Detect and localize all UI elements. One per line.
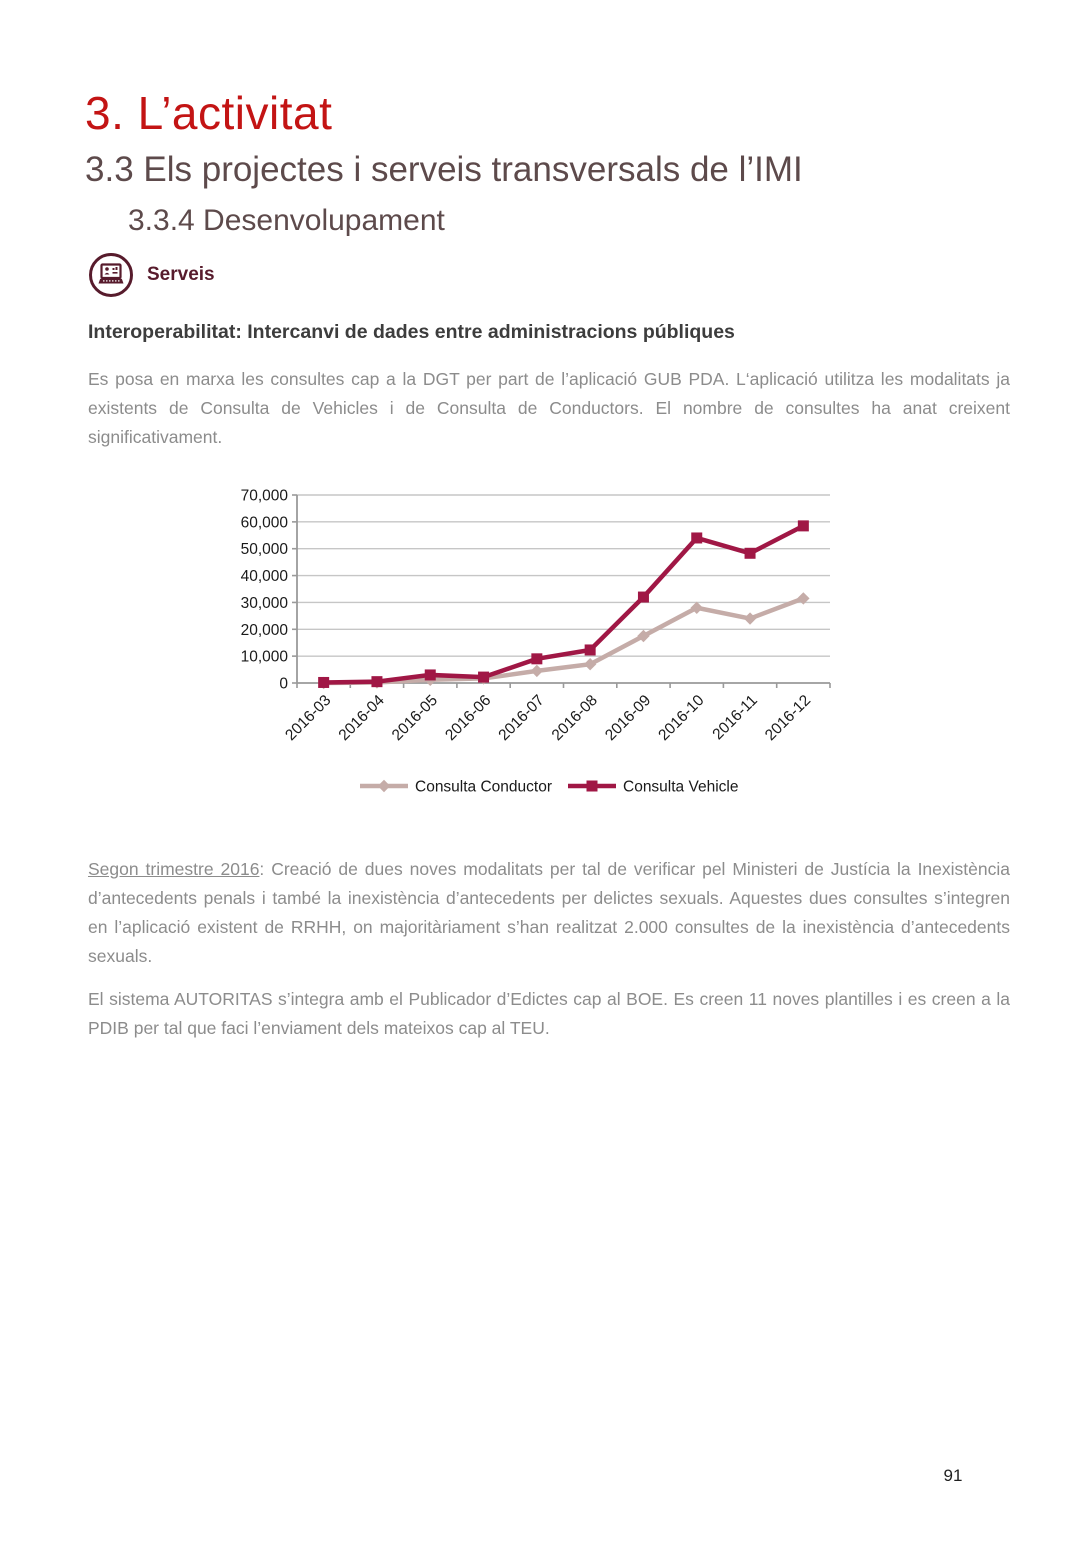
y-tick-label: 30,000 <box>240 594 288 612</box>
y-tick-label: 10,000 <box>240 648 288 666</box>
data-point-square <box>318 677 329 688</box>
series-line <box>324 598 804 683</box>
data-point-square <box>798 520 809 531</box>
data-point-square <box>425 669 436 680</box>
section-title: 3.3 Els projectes i serveis transversals de l’IMI <box>85 150 803 189</box>
x-tick-label: 2016-04 <box>335 691 388 745</box>
serveis-label: Serveis <box>147 264 215 285</box>
x-tick-label: 2016-03 <box>282 691 335 745</box>
y-tick-label: 20,000 <box>240 621 288 639</box>
page-number: 91 <box>943 1466 963 1485</box>
paragraph-intro: Es posa en marxa les consultes cap a la DGT per part de l’aplicació GUB PDA. L‘aplicació utilitza les modalitats ja existents de Consulta de Vehicles i de Consulta de Conductors. El nombre de consultes ha anat creixent significativament. <box>88 369 1010 447</box>
y-tick-label: 50,000 <box>240 541 288 559</box>
data-point-diamond <box>378 780 390 792</box>
legend-label: Consulta Vehicle <box>623 778 739 796</box>
data-point-square <box>638 592 649 603</box>
chart-canvas <box>232 483 872 813</box>
series-consulta-vehicle <box>318 520 809 688</box>
paragraph-autoritas: El sistema AUTORITAS s’integra amb el Publicador d’Edictes cap al BOE. Es creen 11 noves plantilles i es creen a la PDIB per tal que faci l’enviament dels mateixos cap al TEU. <box>88 989 1010 1038</box>
data-point-square <box>745 548 756 559</box>
paragraph-segon-trimestre <box>88 855 1010 971</box>
data-point-square <box>371 676 382 687</box>
legend-item <box>568 779 738 796</box>
data-point-square <box>691 532 702 543</box>
series-consulta-conductor <box>317 592 809 689</box>
y-tick-label: 60,000 <box>240 514 288 532</box>
consultes-chart <box>232 483 872 813</box>
x-tick-label: 2016-07 <box>495 691 548 745</box>
paragraph-lead-underlined: Segon trimestre 2016 <box>88 859 260 879</box>
paragraph-lead-rest: : Creació de dues noves modalitats per tal de verificar pel Ministeri de Justícia la Inexistència d’antecedents penals i també la inexistència d’antecedents per delictes sexuals. Aquestes dues consultes s’integren en l’aplicació existent de RRHH, on majoritàriament s’han realitzat 2.000 consultes de la inexistència d’antecedents sexuals. <box>88 859 1010 966</box>
y-tick-label: 40,000 <box>240 568 288 586</box>
legend-label: Consulta Conductor <box>415 778 552 796</box>
x-tick-label: 2016-12 <box>761 691 815 745</box>
legend-item <box>360 779 552 796</box>
x-tick-label: 2016-08 <box>548 691 601 745</box>
laptop-icon <box>88 252 134 298</box>
x-tick-label: 2016-09 <box>602 691 655 745</box>
y-tick-label: 70,000 <box>240 487 288 505</box>
x-tick-label: 2016-06 <box>442 691 495 745</box>
y-tick-label: 0 <box>279 675 288 693</box>
chapter-title: 3. L’activitat <box>85 87 333 139</box>
data-point-diamond <box>531 665 543 677</box>
x-tick-label: 2016-11 <box>709 691 761 744</box>
x-tick-label: 2016-05 <box>388 691 442 745</box>
topic-heading: Interoperabilitat: Intercanvi de dades entre administracions públiques <box>88 321 735 343</box>
data-point-square <box>531 653 542 664</box>
data-point-square <box>585 644 596 655</box>
x-tick-label: 2016-10 <box>655 691 708 745</box>
data-point-diamond <box>744 612 756 624</box>
data-point-square <box>587 781 598 792</box>
subsection-title: 3.3.4 Desenvolupament <box>128 204 445 237</box>
serveis-badge <box>88 252 215 298</box>
data-point-square <box>478 672 489 683</box>
